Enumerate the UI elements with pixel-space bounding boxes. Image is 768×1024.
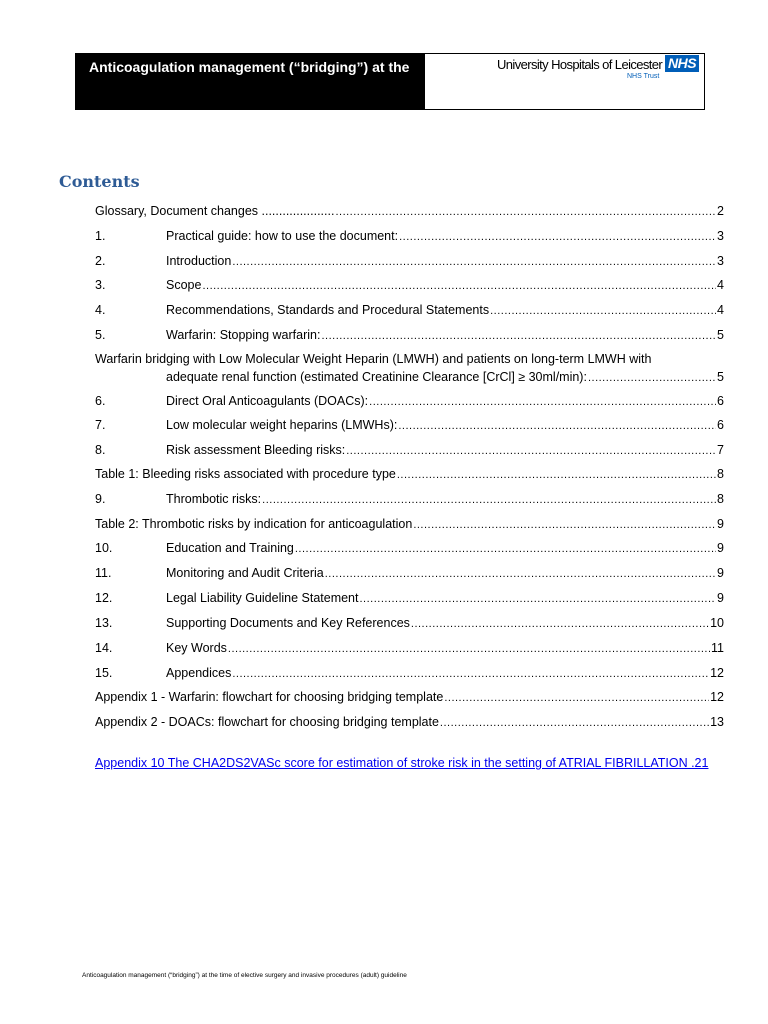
toc-entry[interactable] <box>95 352 724 386</box>
toc-title: Glossary, Document changes ..................... <box>95 204 335 218</box>
toc-title: Monitoring and Audit Criteria <box>166 566 324 580</box>
toc-leader <box>359 593 716 605</box>
toc-number: 9. <box>95 492 106 506</box>
toc-entry[interactable] <box>95 394 724 410</box>
toc-title: Low molecular weight heparins (LMWHs): <box>166 418 398 432</box>
toc-entry[interactable] <box>95 229 724 245</box>
toc-title: Practical guide: how to use the document: <box>166 229 399 243</box>
toc-title-continued: adequate renal function (estimated Creatinine Clearance [CrCl] ≥ 30ml/min): <box>166 370 587 384</box>
toc-title: Recommendations, Standards and Procedural Statements <box>166 303 490 317</box>
toc-leader <box>202 280 716 292</box>
toc-leader <box>295 543 716 555</box>
toc-number: 13. <box>95 616 113 630</box>
toc-number: 15. <box>95 666 113 680</box>
toc-page: 12 <box>710 690 724 704</box>
toc-entry[interactable] <box>95 254 724 270</box>
toc-entry[interactable] <box>95 328 724 344</box>
toc-leader <box>262 494 716 506</box>
toc-number: 6. <box>95 394 106 408</box>
toc-number: 3. <box>95 278 106 292</box>
toc-entry[interactable] <box>95 690 724 706</box>
header-title: Anticoagulation management (“bridging”) at the <box>89 59 410 75</box>
toc-page: 4 <box>717 303 724 317</box>
toc-entry[interactable] <box>95 666 724 682</box>
toc-leader <box>325 568 716 580</box>
page-footer: Anticoagulation management (“bridging”) at the time of elective surgery and invasive procedures (adult) guideline <box>82 972 407 979</box>
toc-entry[interactable] <box>95 443 724 459</box>
toc-leader <box>228 643 710 655</box>
toc-title: Appendices <box>166 666 232 680</box>
toc-leader <box>335 206 716 218</box>
toc-title: Warfarin: Stopping warfarin: <box>166 328 321 342</box>
toc-page: 11 <box>711 641 724 655</box>
toc-page: 9 <box>717 541 724 555</box>
toc-number: 7. <box>95 418 106 432</box>
logo-trust-label: NHS Trust <box>627 73 660 80</box>
nhs-logo-badge: NHS <box>665 55 699 72</box>
toc-page: 3 <box>717 229 724 243</box>
toc-leader <box>398 420 716 432</box>
toc-page: 12 <box>710 666 724 680</box>
toc-page: 6 <box>717 418 724 432</box>
toc-leader <box>444 692 709 704</box>
toc-leader <box>411 618 709 630</box>
contents-heading: Contents <box>59 172 140 191</box>
toc-title: Direct Oral Anticoagulants (DOACs): <box>166 394 369 408</box>
toc-entry[interactable] <box>95 591 724 607</box>
toc-leader <box>490 305 716 317</box>
toc-number: 12. <box>95 591 113 605</box>
toc-page: 8 <box>717 492 724 506</box>
toc-leader <box>369 396 716 408</box>
toc-entry[interactable] <box>95 517 724 533</box>
header-title-box <box>75 53 425 110</box>
toc-page: 7 <box>717 443 724 457</box>
toc-title: Appendix 2 - DOACs: flowchart for choosing bridging template <box>95 715 439 729</box>
toc-leader <box>232 668 709 680</box>
toc-entry[interactable] <box>95 566 724 582</box>
toc-page: 9 <box>717 517 724 531</box>
toc-number: 4. <box>95 303 106 317</box>
toc-page: 10 <box>710 616 724 630</box>
toc-leader <box>440 717 709 729</box>
toc-title: Thrombotic risks: <box>166 492 262 506</box>
toc-entry[interactable] <box>95 541 724 557</box>
appendix-10-link[interactable]: Appendix 10 The CHA2DS2VASc score for estimation of stroke risk in the setting of ATRIAL FIBRILLATION .21 <box>95 756 709 770</box>
toc-page: 4 <box>717 278 724 292</box>
toc-page: 9 <box>717 591 724 605</box>
toc-title: Appendix 1 - Warfarin: flowchart for choosing bridging template <box>95 690 444 704</box>
toc-page: 2 <box>717 204 724 218</box>
toc-page: 9 <box>717 566 724 580</box>
toc-title: Education and Training <box>166 541 294 555</box>
toc-entry[interactable] <box>95 715 724 731</box>
toc-entry[interactable] <box>95 303 724 319</box>
toc-leader <box>413 519 716 531</box>
toc-title: Table 2: Thrombotic risks by indication for anticoagulation <box>95 517 413 531</box>
toc-page: 13 <box>710 715 724 729</box>
toc-entry[interactable] <box>95 204 724 220</box>
toc-title: Key Words <box>166 641 227 655</box>
toc-page: 6 <box>717 394 724 408</box>
toc-page: 8 <box>717 467 724 481</box>
toc-entry[interactable] <box>95 641 724 657</box>
toc-number: 14. <box>95 641 113 655</box>
toc-number: 5. <box>95 328 106 342</box>
toc-leader <box>399 231 716 243</box>
trust-logo <box>425 53 705 110</box>
toc-entry[interactable] <box>95 467 724 483</box>
toc-title: Legal Liability Guideline Statement <box>166 591 359 605</box>
logo-org-name: University Hospitals of Leicester <box>497 57 663 72</box>
toc-title: Scope <box>166 278 202 292</box>
toc-number: 8. <box>95 443 106 457</box>
toc-leader <box>346 445 716 457</box>
toc-title: Table 1: Bleeding risks associated with procedure type <box>95 467 396 481</box>
toc-entry[interactable] <box>95 492 724 508</box>
toc-number: 11. <box>95 566 112 580</box>
toc-leader <box>397 469 716 481</box>
toc-leader <box>588 372 716 384</box>
toc-leader <box>232 256 716 268</box>
toc-entry[interactable] <box>95 418 724 434</box>
toc-leader <box>321 330 716 342</box>
toc-page: 5 <box>717 370 724 384</box>
toc-title: Introduction <box>166 254 232 268</box>
toc-title: Risk assessment Bleeding risks: <box>166 443 346 457</box>
toc-page: 3 <box>717 254 724 268</box>
toc-title: Warfarin bridging with Low Molecular Weight Heparin (LMWH) and patients on long-term LMWH with <box>95 352 652 366</box>
toc-entry[interactable] <box>95 278 724 294</box>
toc-number: 2. <box>95 254 106 268</box>
toc-number: 1. <box>95 229 106 243</box>
toc-entry[interactable] <box>95 616 724 632</box>
toc-title: Supporting Documents and Key References <box>166 616 410 630</box>
toc-number: 10. <box>95 541 113 555</box>
toc-page: 5 <box>717 328 724 342</box>
